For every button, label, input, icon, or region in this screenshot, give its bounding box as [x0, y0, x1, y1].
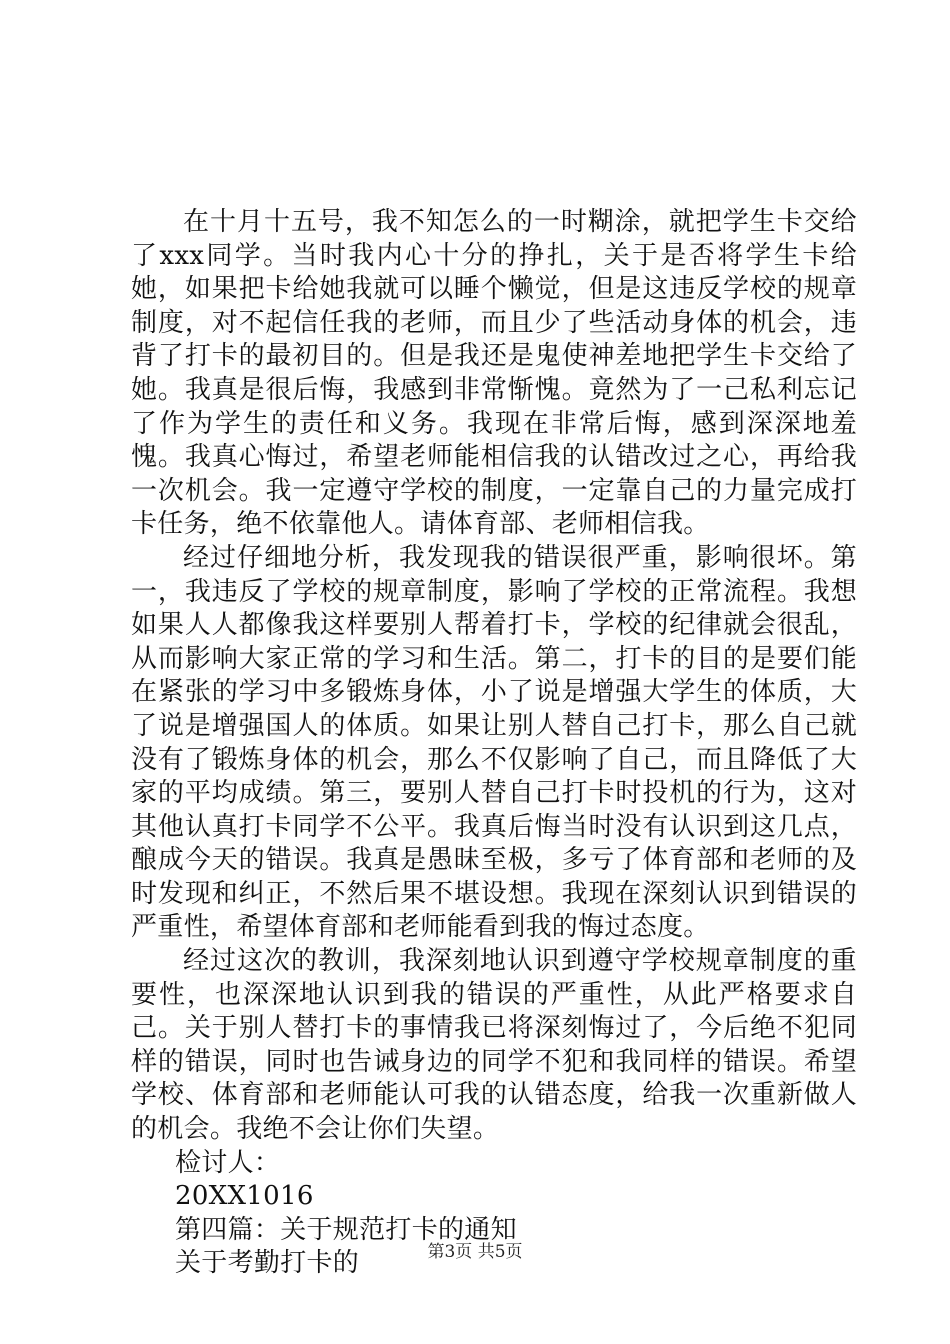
document-body: [131, 206, 857, 1281]
paragraph-3: 经过这次的教训，我深刻地认识到遵守学校规章制度的重要性，也深深地认识到我的错误的严重性，从此严格要求自己。关于别人替打卡的事情我已将深刻悔过了，今后绝不犯同样的错误，同时也告诫身边的同学不犯和我同样的错误。希望学校、体育部和老师能认可我的认错态度，给我一次重新做人的机会。我绝不会让你们失望。: [131, 946, 857, 1145]
section-title: 第四篇：关于规范打卡的通知: [175, 1214, 517, 1245]
section-line: 关于考勤打卡的: [175, 1248, 360, 1279]
signature-label: 检讨人：: [175, 1147, 281, 1178]
paragraph-2: 经过仔细地分析，我发现我的错误很严重，影响很坏。第一，我违反了学校的规章制度，影响了学校的正常流程。我想如果人人都像我这样要别人帮着打卡，学校的纪律就会很乱，从而影响大家正常的学习和生活。第二，打卡的目的是要们能在紧张的学习中多锻炼身体，小了说是增强大学生的体质，大了说是增强国人的体质。如果让别人替自己打卡，那么自己就没有了锻炼身体的机会，那么不仅影响了自己，而且降低了大家的平均成绩。第三，要别人替自己打卡时投机的行为，这对其他认真打卡同学不公平。我真后悔当时没有认识到这几点，酿成今天的错误。我真是愚昧至极，多亏了体育部和老师的及时发现和纠正，不然后果不堪设想。我现在深刻认识到错误的严重性，希望体育部和老师能看到我的悔过态度。: [131, 542, 857, 943]
paragraph-1: 在十月十五号，我不知怎么的一时糊涂，就把学生卡交给了xxx同学。当时我内心十分的挣扎，关于是否将学生卡给她，如果把卡给她我就可以睡个懒觉，但是这违反学校的规章制度，对不起信任我的老师，而且少了些活动身体的机会，违背了打卡的最初目的。但是我还是鬼使神差地把学生卡交给了她。我真是很后悔，我感到非常惭愧。竟然为了一己私利忘记了作为学生的责任和义务。我现在非常后悔，感到深深地羞愧。我真心悔过，希望老师能相信我的认错改过之心，再给我一次机会。我一定遵守学校的制度，一定靠自己的力量完成打卡任务，绝不依靠他人。请体育部、老师相信我。: [131, 207, 857, 540]
page-footer: 第3页 共5页: [427, 1242, 523, 1262]
document-date: 20XX1016: [175, 1181, 314, 1212]
